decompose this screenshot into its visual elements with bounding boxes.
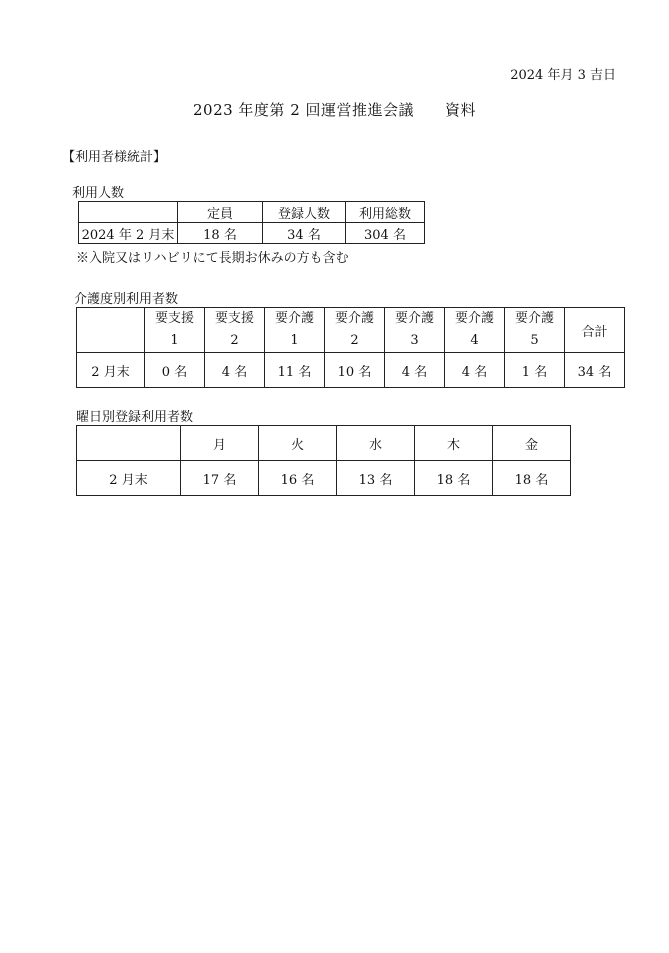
weekday-header-cell: 金 <box>493 426 571 461</box>
weekday-caption: 曜日別登録利用者数 <box>76 410 194 425</box>
care-header-cell: 要支援 1 <box>145 308 205 353</box>
care-header-cell <box>77 308 145 353</box>
section-heading: 【利用者様統計】 <box>62 150 167 165</box>
care-table <box>76 307 625 388</box>
users-header-cell: 定員 <box>178 202 263 223</box>
users-data-row <box>79 223 425 244</box>
care-row-label: 2 月末 <box>77 353 145 388</box>
users-caption: 利用人数 <box>72 186 125 201</box>
weekday-header-cell: 月 <box>181 426 259 461</box>
care-header-cell: 要介護 4 <box>445 308 505 353</box>
weekday-table <box>76 425 571 496</box>
care-value-cell: 4 名 <box>205 353 265 388</box>
users-header-cell <box>79 202 178 223</box>
weekday-header-row <box>77 426 571 461</box>
users-note: ※入院又はリハビリにて長期お休みの方も含む <box>76 251 349 266</box>
care-value-cell: 4 名 <box>385 353 445 388</box>
document-date: 2024 年月 3 吉日 <box>510 68 616 83</box>
care-header-cell: 要介護 5 <box>505 308 565 353</box>
care-header-cell: 要介護 2 <box>325 308 385 353</box>
weekday-header-cell: 木 <box>415 426 493 461</box>
weekday-header-cell: 火 <box>259 426 337 461</box>
document-title: 2023 年度第 2 回運営推進会議 資料 <box>192 101 477 119</box>
weekday-header-cell <box>77 426 181 461</box>
care-value-cell: 4 名 <box>445 353 505 388</box>
care-header-row <box>77 308 625 353</box>
users-registered-cell: 34 名 <box>263 223 346 244</box>
users-header-row <box>79 202 425 223</box>
care-header-cell: 要介護 1 <box>265 308 325 353</box>
weekday-row-label: 2 月末 <box>77 461 181 496</box>
users-total-cell: 304 名 <box>346 223 425 244</box>
weekday-value-cell: 13 名 <box>337 461 415 496</box>
weekday-value-cell: 18 名 <box>415 461 493 496</box>
care-value-cell: 11 名 <box>265 353 325 388</box>
weekday-header-cell: 水 <box>337 426 415 461</box>
users-header-cell: 登録人数 <box>263 202 346 223</box>
care-data-row <box>77 353 625 388</box>
users-table <box>78 201 425 244</box>
users-row-label: 2024 年 2 月末 <box>79 223 178 244</box>
care-value-cell: 1 名 <box>505 353 565 388</box>
care-total-cell: 34 名 <box>565 353 625 388</box>
care-value-cell: 10 名 <box>325 353 385 388</box>
care-value-cell: 0 名 <box>145 353 205 388</box>
weekday-value-cell: 18 名 <box>493 461 571 496</box>
care-caption: 介護度別利用者数 <box>74 292 179 307</box>
care-total-header: 合計 <box>565 308 625 353</box>
users-capacity-cell: 18 名 <box>178 223 263 244</box>
care-header-cell: 要介護 3 <box>385 308 445 353</box>
weekday-value-cell: 17 名 <box>181 461 259 496</box>
users-header-cell: 利用総数 <box>346 202 425 223</box>
care-header-cell: 要支援 2 <box>205 308 265 353</box>
weekday-value-cell: 16 名 <box>259 461 337 496</box>
weekday-data-row <box>77 461 571 496</box>
